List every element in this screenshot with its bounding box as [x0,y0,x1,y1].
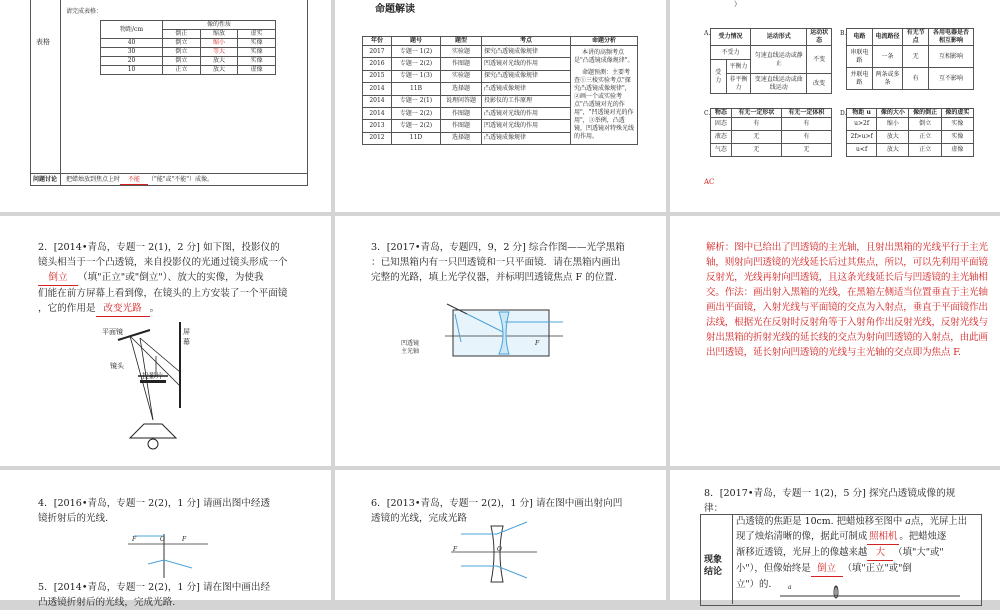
answer-blank-1: 倒立 [38,270,78,286]
table-row: 2016 专题一 2(2) 作图题 凹透镜对光线的作用 [363,58,638,70]
answer-text: AC [704,178,715,186]
question-5-text: 5．[2014•青岛，专题一 2(2)，1 分] 请在图中画出经 凸透镜折射后的光线，完成光路. [38,582,271,608]
phenomenon-text: 凸透镜的焦距是 10cm. 把蜡烛移至图中 a点，光屏上出 现了烛焰清晰的像，据此可制成 照相机 。把蜡烛逐 渐移近透镜，光屏上的像越来越 大 （填"大"或" 小"），但像始终是 倒立 （填"正立"或"倒 立"）的. [736,516,968,590]
table-option-a: 受力情况 运动形式 运动状态 不受力 匀速直线运动或静止 不变 受力 平衡力 非平衡力 变速直线运动或曲线运动 改变 [710,28,832,94]
table-row: 20 倒立 放大 实像 [101,57,276,66]
th-type: 虚实 [238,30,276,39]
slide-question-8: 8．[2017•青岛，专题一 1(2)，5 分] 探究凸透镜成像的规 律： 现象 结论 凸透镜的焦距是 10cm. 把蜡烛移至图中 a点，光屏上出 现了烛焰清晰的像，据此可制成 照相机 。把蜡烛逐 渐移近透镜，光屏上的像越来越 大 （填"大"或" 小"），但像始终是 倒立 （填"正立"或"倒 立"）的. a [670,470,1000,600]
label-discussion: 问题讨论 [33,176,58,183]
th-image-props: 像的性质 [163,21,276,30]
table-option-d: 物距 u 像的大小 像的倒正 像的虚实 u>2f 缩小 倒立 实像 2f>u>f 放大 正立 实像 u<f 放大 正立 虚像 [846,108,974,157]
label-mirror: 平面镜 [102,328,123,336]
slide-question-3 [335,216,666,466]
slide-question-6: 6．[2013•青岛，专题一 2(2)，1 分] 请在图中画出射向凹 透镜的光线，完成光路 F O [335,470,666,600]
exam-table: 年份 题号 题型 考点 命题分析 2017 专题一 1(2) 实验题 探究凸透镜成像规律 本讲的高频考点是"凸透镜成像规律"。 命题预测：主要考查①三棱实验考点"探究凸透镜成像规律"，②画一个或实验考点"凸透镜对光的作用"，"凹透镜对光的作用"，③举例，凸透镜，凹透镜对特殊光线的作用。 2016 专题一 2(2) 作图题 凹透镜对光线的作用 2015 专题一 1(3) 实验题 探究凸透镜成像规律 2014 11B 选择题 凸透镜成像规律 2014 专题一 2(1) 说理问答题 投影仪的工作原理 2014 专题一 2(2) 作图题 凸透镜对光线的作用 2013 专题一 2(2) 作图题 凹透镜对光线的作用 2012 11D 选择题 凸透镜成像规律 [362,36,638,145]
question-2-text: 2．[2014•青岛，专题一 2(1)，2 分] 如下图，投影仪的 镜头相当于一个凸透镜，来自投影仪的光通过镜头形成一个 倒立 （填"正立"或"倒立"）、放大的实像，为使我 们能在前方屏幕上看到像，在镜头的上方安装了一个平面镜 ，它的作用是 改变光路 。 [38,240,324,317]
slide-proposition-analysis [335,0,666,212]
option-d-label: D. [840,110,847,117]
label-concave-lens: 凹透镜 [401,340,420,347]
question-4-text: 4．[2016•青岛，专题一 2(2)，1 分] 请画出图中经透 镜折射后的光线. [38,498,271,524]
results-table [100,20,276,75]
table-row: 30 倒立 等大 实像 [101,48,276,57]
answer-blank-size: 大 [867,545,893,561]
th-size: 缩放 [200,30,238,39]
lens-diagram-4 [128,534,208,578]
label-slide: 投影片 [142,372,163,380]
lens-diagram-6 [451,522,537,588]
table-row: 40 倒立 缩小 实像 [101,39,276,48]
slide-experiment-table [0,0,331,212]
table-row: 2014 专题一 2(1) 说理问答题 投影仪的工作原理 [363,95,638,107]
answer-blank-orientation: 倒立 [811,561,843,577]
question-8-text: 8．[2017•青岛，专题一 1(2)，5 分] 探究凸透镜成像的规 律： [704,488,956,514]
discussion-answer: 不能 [120,176,148,185]
slide-title: 命题解读 [375,4,415,15]
question-6-text: 6．[2013•青岛，专题一 2(2)，1 分] 请在图中画出射向凹 透镜的光线，完成光路 [371,498,623,524]
table-row: 2013 专题一 2(2) 作图题 凹透镜对光线的作用 [363,120,638,132]
question-3-text: 3．[2017•青岛，专题四，9，2 分] 综合作图——光学黑箱 ：已知黑箱内有一只凹透镜和一只平面镜．请在黑箱内画出 完整的光路，填上光学仪器，并标明凹透镜焦点 F 的位置. [371,242,625,283]
label-screen-1: 屏 [183,328,190,336]
black-box-diagram [445,302,565,362]
slide-analysis [670,216,1000,466]
table-row: 2017 专题一 1(2) 实验题 探究凸透镜成像规律 本讲的高频考点是"凸透镜成像规律"。 命题预测：主要考查①三棱实验考点"探究凸透镜成像规律"，②画一个或实验考点"凸透镜对光的作用"，"凹透镜对光的作用"，③举例，凸透镜，凹透镜对特殊光线的作用。 [363,46,638,58]
th-orientation: 倒正 [163,30,201,39]
label-conclusion: 结论 [704,567,723,577]
slide-choice-tables: ） A. B. C. D. 受力情况 运动形式 运动状态 不受力 匀速直线运动或静止 不变 受力 平衡力 非平衡力 变速直线运动或曲线运动 改变 电路 电流路径 有无节点 各用电器是否相互影响 串联电路 一条 无 互相影响 并联电路 两条或多条 有 互不影响 物态 有无一定形状 有无一定体积 固态 有 有 液态 无 有 气态 无 无 物距 u 像的大小 像的倒正 像的虚实 u>2f 缩小 倒立 实像 2f>u>f 放大 正立 实像 u<f 放大 正立 虚像 AC [670,0,1000,212]
answer-blank-2: 改变光路 [96,301,150,317]
slide-questions-4-5: 4．[2016•青岛，专题一 2(2)，1 分] 请画出图中经透 镜折射后的光线. F O F 5．[2014•青岛，专题一 2(2)，1 分] 请在图中画出经 凸透镜折射后的光线，完成光路. [0,470,331,600]
label-lens: 镜头 [110,362,124,370]
answer-blank-camera: 照相机 [867,529,899,545]
optical-bench [780,586,960,600]
slide-question-2 [0,216,331,466]
prompt-text: 请完成表格： [66,8,103,15]
analysis-cell: 本讲的高频考点是"凸透镜成像规律"。 命题预测：主要考查①三棱实验考点"探究凸透镜成像规律"，②画一个或实验考点"凸透镜对光的作用"，"凹透镜对光的作用"，③举例，凸透镜，凹透镜对特殊光线的作用。 [571,46,638,145]
table-row: 2015 专题一 1(3) 实验题 探究凸透镜成像规律 [363,70,638,82]
label-table: 表格 [36,38,50,46]
option-b-label: B. [840,30,847,37]
table-row: 2014 11B 选择题 凸透镜成像规律 [363,83,638,95]
label-focus: F [535,340,540,347]
analysis-text: 解析：图中已给出了凹透镜的主光轴，且射出黑箱的光线平行于主光轴，则射向凹透镜的光线延长后过其焦点，所以，可以先利用平面镜反射光，光线再射向凹透镜，且这条光线延长后与凹透镜的主光轴相交。作法：画出射入黑箱的光线，在黑箱左侧适当位置垂直于主光轴画出平面镜，入射光线与平面镜的交点为入射点，垂直于平面镜作出法线，根据光在反射时反射角等于入射角作出反射光线，反射光线与射出黑箱的折射光线的延长线的交点为射向凹透镜的入射点，由此画出凹透镜，延长射向凹透镜的光线与主光轴的交点即为焦点 F. [706,242,988,358]
table-row: 10 正立 放大 虚像 [101,66,276,75]
option-c-label: C. [704,110,711,117]
table-row: 2014 专题一 2(2) 作图题 凸透镜对光线的作用 [363,107,638,119]
label-main-axis: 主光轴 [401,348,420,355]
th-distance: 物距/cm [101,21,163,39]
label-phenomenon: 现象 [704,555,723,565]
option-a-label: A. [704,30,711,37]
table-row: 2012 11D 选择题 凸透镜成像规律 [363,132,638,144]
discussion-text: 把蜡烛放到焦点上时 不能 （"能"或"不能"）成像。 [66,176,214,183]
table-option-c: 物态 有无一定形状 有无一定体积 固态 有 有 液态 无 有 气态 无 无 [710,108,832,157]
label-screen-2: 幕 [183,338,190,346]
table-option-b: 电路 电流路径 有无节点 各用电器是否相互影响 串联电路 一条 无 互相影响 并联电路 两条或多条 有 互不影响 [846,28,974,90]
